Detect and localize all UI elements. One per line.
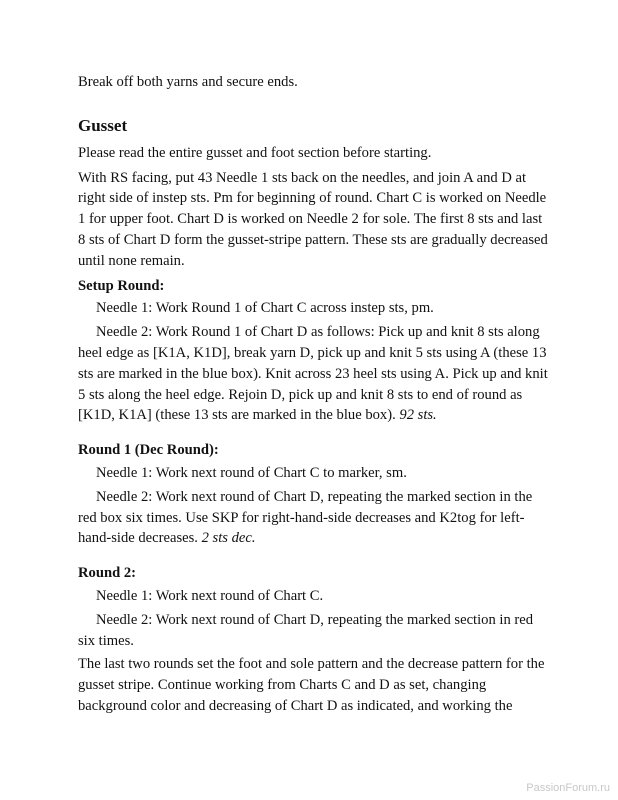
round-1-needle-2: Needle 2: Work next round of Chart D, repeating the marked section in the red box six times. Use SKP for right-hand-side decreases and K2tog for left-hand-side decreases. 2 sts dec. [78, 488, 533, 547]
setup-needle-2: Needle 2: Work Round 1 of Chart D as follows: Pick up and knit 8 sts along heel edge as [K1A, K1D], break yarn D, pick up and knit 5 sts using A (these 13 sts are marked in the blue box). Knit across 23 heel sts using A. Pick up and knit 5 sts along the heel edge. Rejoin D, pick up and knit 8 sts to end of round as [K1D, K1A] (these 13 sts are marked in the blue box). 92 sts. [78, 324, 548, 424]
round-2-heading: Round 2: [78, 565, 136, 582]
setup-round-heading: Setup Round: [78, 277, 165, 294]
closing-paragraph: The last two rounds set the foot and sole pattern and the decrease pattern for the gusset stripe. Continue working from Charts C and D as set, changing background color and decreasing of Chart D as indicated, and working the [78, 656, 545, 714]
stitch-count: 92 sts. [399, 407, 437, 424]
decrease-count: 2 sts dec. [201, 530, 256, 547]
setup-needle-1: Needle 1: Work Round 1 of Chart C across instep sts, pm. [96, 300, 434, 317]
watermark: PassionForum.ru [526, 782, 610, 794]
intro-text: Break off both yarns and secure ends. [78, 74, 298, 90]
round-1-needle-1: Needle 1: Work next round of Chart C to marker, sm. [96, 464, 407, 481]
round-2-needle-1: Needle 1: Work next round of Chart C. [96, 587, 324, 604]
round-1-heading: Round 1 (Dec Round): [78, 442, 219, 459]
gusset-instructions: With RS facing, put 43 Needle 1 sts back on the needles, and join A and D at right side of instep sts. Pm for beginning of round. Chart C is worked on Needle 1 for upper foot. Chart D is worked on Needle 2 for sole. The first 8 sts and last 8 sts of Chart D form the gusset-stripe pattern. These sts are gradually decreased until none remain. [78, 169, 548, 269]
round-2-needle-2: Needle 2: Work next round of Chart D, repeating the marked section in red six times. [78, 611, 534, 649]
page-content [78, 72, 548, 717]
gusset-heading: Gusset [78, 115, 128, 135]
gusset-note: Please read the entire gusset and foot section before starting. [78, 144, 432, 161]
